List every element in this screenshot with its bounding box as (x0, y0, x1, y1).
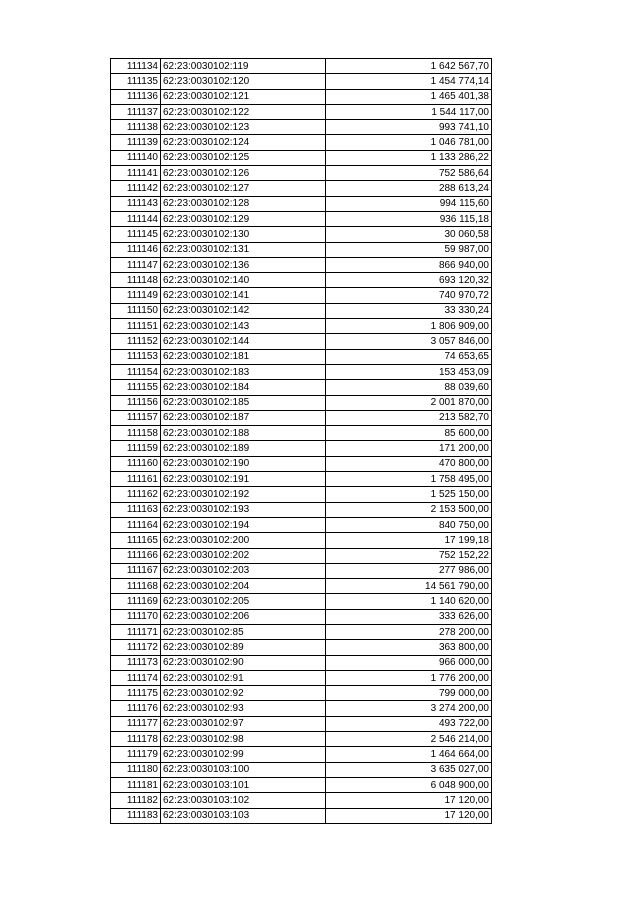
cadastral-number-cell: 62:23:0030102:98 (161, 732, 326, 747)
row-number-cell: 111140 (111, 150, 161, 165)
row-number-cell: 111155 (111, 380, 161, 395)
cadastral-number-cell: 62:23:0030102:184 (161, 380, 326, 395)
table-row (111, 777, 492, 792)
value-cell: 994 115,60 (326, 196, 492, 211)
row-number-cell: 111145 (111, 227, 161, 242)
row-number-cell: 111176 (111, 701, 161, 716)
row-number-cell: 111180 (111, 762, 161, 777)
value-cell: 693 120,32 (326, 273, 492, 288)
table-row (111, 686, 492, 701)
value-cell: 30 060,58 (326, 227, 492, 242)
table-row (111, 135, 492, 150)
value-cell: 1 642 567,70 (326, 59, 492, 74)
cadastral-number-cell: 62:23:0030102:185 (161, 395, 326, 410)
value-cell: 840 750,00 (326, 517, 492, 532)
value-cell: 493 722,00 (326, 716, 492, 731)
table-row (111, 59, 492, 74)
value-cell: 14 561 790,00 (326, 579, 492, 594)
table-row (111, 303, 492, 318)
table-row (111, 166, 492, 181)
table-row (111, 487, 492, 502)
table-row (111, 793, 492, 808)
value-cell: 88 039,60 (326, 380, 492, 395)
value-cell: 17 120,00 (326, 808, 492, 823)
value-cell: 936 115,18 (326, 211, 492, 226)
table-row (111, 273, 492, 288)
value-cell: 288 613,24 (326, 181, 492, 196)
cadastral-number-cell: 62:23:0030102:205 (161, 594, 326, 609)
value-cell: 3 274 200,00 (326, 701, 492, 716)
cadastral-number-cell: 62:23:0030102:121 (161, 89, 326, 104)
cadastral-number-cell: 62:23:0030102:181 (161, 349, 326, 364)
table-row (111, 334, 492, 349)
value-cell: 752 586,64 (326, 166, 492, 181)
row-number-cell: 111147 (111, 257, 161, 272)
value-cell: 74 653,65 (326, 349, 492, 364)
value-cell: 1 806 909,00 (326, 319, 492, 334)
cadastral-number-cell: 62:23:0030102:125 (161, 150, 326, 165)
table-row (111, 211, 492, 226)
row-number-cell: 111156 (111, 395, 161, 410)
row-number-cell: 111142 (111, 181, 161, 196)
row-number-cell: 111149 (111, 288, 161, 303)
table-row (111, 609, 492, 624)
cadastral-number-cell: 62:23:0030102:190 (161, 456, 326, 471)
cadastral-number-cell: 62:23:0030102:141 (161, 288, 326, 303)
row-number-cell: 111138 (111, 120, 161, 135)
cadastral-number-cell: 62:23:0030102:130 (161, 227, 326, 242)
row-number-cell: 111146 (111, 242, 161, 257)
document-page (110, 58, 491, 824)
table-row (111, 349, 492, 364)
value-cell: 1 454 774,14 (326, 74, 492, 89)
cadastral-number-cell: 62:23:0030102:143 (161, 319, 326, 334)
cadastral-number-cell: 62:23:0030102:183 (161, 364, 326, 379)
cadastral-number-cell: 62:23:0030102:126 (161, 166, 326, 181)
table-row (111, 533, 492, 548)
cadastral-number-cell: 62:23:0030102:188 (161, 426, 326, 441)
row-number-cell: 111159 (111, 441, 161, 456)
table-row (111, 472, 492, 487)
row-number-cell: 111183 (111, 808, 161, 823)
value-cell: 993 741,10 (326, 120, 492, 135)
cadastral-number-cell: 62:23:0030102:144 (161, 334, 326, 349)
value-cell: 1 133 286,22 (326, 150, 492, 165)
row-number-cell: 111153 (111, 349, 161, 364)
table-row (111, 655, 492, 670)
cadastral-number-cell: 62:23:0030102:89 (161, 640, 326, 655)
table-row (111, 640, 492, 655)
row-number-cell: 111160 (111, 456, 161, 471)
cadastral-number-cell: 62:23:0030102:85 (161, 624, 326, 639)
cadastral-number-cell: 62:23:0030102:131 (161, 242, 326, 257)
table-row (111, 227, 492, 242)
table-row (111, 395, 492, 410)
table-row (111, 181, 492, 196)
table-row (111, 319, 492, 334)
row-number-cell: 111169 (111, 594, 161, 609)
row-number-cell: 111161 (111, 472, 161, 487)
row-number-cell: 111174 (111, 670, 161, 685)
table-row (111, 380, 492, 395)
cadastral-number-cell: 62:23:0030102:91 (161, 670, 326, 685)
row-number-cell: 111166 (111, 548, 161, 563)
cadastral-number-cell: 62:23:0030102:127 (161, 181, 326, 196)
cadastral-number-cell: 62:23:0030102:200 (161, 533, 326, 548)
table-row (111, 579, 492, 594)
value-cell: 866 940,00 (326, 257, 492, 272)
cadastral-number-cell: 62:23:0030102:129 (161, 211, 326, 226)
value-cell: 17 199,18 (326, 533, 492, 548)
table-row (111, 150, 492, 165)
row-number-cell: 111171 (111, 624, 161, 639)
cadastral-number-cell: 62:23:0030102:204 (161, 579, 326, 594)
value-cell: 1 465 401,38 (326, 89, 492, 104)
row-number-cell: 111135 (111, 74, 161, 89)
table-row (111, 364, 492, 379)
table-row (111, 762, 492, 777)
value-cell: 171 200,00 (326, 441, 492, 456)
cadastral-number-cell: 62:23:0030102:136 (161, 257, 326, 272)
cadastral-number-cell: 62:23:0030102:93 (161, 701, 326, 716)
row-number-cell: 111164 (111, 517, 161, 532)
row-number-cell: 111136 (111, 89, 161, 104)
value-cell: 3 635 027,00 (326, 762, 492, 777)
row-number-cell: 111177 (111, 716, 161, 731)
value-cell: 6 048 900,00 (326, 777, 492, 792)
row-number-cell: 111168 (111, 579, 161, 594)
value-cell: 799 000,00 (326, 686, 492, 701)
cadastral-number-cell: 62:23:0030102:90 (161, 655, 326, 670)
row-number-cell: 111179 (111, 747, 161, 762)
table-row (111, 196, 492, 211)
value-cell: 59 987,00 (326, 242, 492, 257)
table-row (111, 441, 492, 456)
row-number-cell: 111172 (111, 640, 161, 655)
value-cell: 2 001 870,00 (326, 395, 492, 410)
cadastral-number-cell: 62:23:0030102:194 (161, 517, 326, 532)
cadastral-number-cell: 62:23:0030102:206 (161, 609, 326, 624)
row-number-cell: 111158 (111, 426, 161, 441)
value-cell: 277 986,00 (326, 563, 492, 578)
cadastral-number-cell: 62:23:0030102:119 (161, 59, 326, 74)
cadastral-number-cell: 62:23:0030103:103 (161, 808, 326, 823)
row-number-cell: 111143 (111, 196, 161, 211)
table-row (111, 104, 492, 119)
value-cell: 740 970,72 (326, 288, 492, 303)
row-number-cell: 111182 (111, 793, 161, 808)
cadastral-number-cell: 62:23:0030102:92 (161, 686, 326, 701)
value-cell: 1 544 117,00 (326, 104, 492, 119)
row-number-cell: 111148 (111, 273, 161, 288)
table-row (111, 426, 492, 441)
table-row (111, 74, 492, 89)
cadastral-number-cell: 62:23:0030102:128 (161, 196, 326, 211)
row-number-cell: 111165 (111, 533, 161, 548)
row-number-cell: 111137 (111, 104, 161, 119)
value-cell: 363 800,00 (326, 640, 492, 655)
value-cell: 153 453,09 (326, 364, 492, 379)
cadastral-number-cell: 62:23:0030102:189 (161, 441, 326, 456)
value-cell: 1 525 150,00 (326, 487, 492, 502)
row-number-cell: 111167 (111, 563, 161, 578)
table-body (111, 59, 492, 824)
table-row (111, 242, 492, 257)
cadastral-number-cell: 62:23:0030102:192 (161, 487, 326, 502)
cadastral-number-cell: 62:23:0030102:193 (161, 502, 326, 517)
row-number-cell: 111151 (111, 319, 161, 334)
value-cell: 1 464 664,00 (326, 747, 492, 762)
value-cell: 470 800,00 (326, 456, 492, 471)
table-row (111, 502, 492, 517)
table-row (111, 257, 492, 272)
table-row (111, 89, 492, 104)
cadastral-number-cell: 62:23:0030102:187 (161, 410, 326, 425)
row-number-cell: 111144 (111, 211, 161, 226)
cadastral-number-cell: 62:23:0030102:142 (161, 303, 326, 318)
row-number-cell: 111154 (111, 364, 161, 379)
value-cell: 3 057 846,00 (326, 334, 492, 349)
cadastral-number-cell: 62:23:0030102:202 (161, 548, 326, 563)
cadastral-number-cell: 62:23:0030103:102 (161, 793, 326, 808)
row-number-cell: 111163 (111, 502, 161, 517)
value-cell: 1 046 781,00 (326, 135, 492, 150)
value-cell: 278 200,00 (326, 624, 492, 639)
row-number-cell: 111175 (111, 686, 161, 701)
cadastral-number-cell: 62:23:0030102:203 (161, 563, 326, 578)
table-row (111, 624, 492, 639)
table-row (111, 701, 492, 716)
value-cell: 85 600,00 (326, 426, 492, 441)
value-cell: 966 000,00 (326, 655, 492, 670)
cadastral-number-cell: 62:23:0030102:124 (161, 135, 326, 150)
row-number-cell: 111139 (111, 135, 161, 150)
cadastral-number-cell: 62:23:0030103:101 (161, 777, 326, 792)
value-cell: 1 776 200,00 (326, 670, 492, 685)
value-cell: 17 120,00 (326, 793, 492, 808)
table-row (111, 716, 492, 731)
row-number-cell: 111170 (111, 609, 161, 624)
table-row (111, 563, 492, 578)
value-cell: 33 330,24 (326, 303, 492, 318)
cadastral-number-cell: 62:23:0030102:122 (161, 104, 326, 119)
value-cell: 2 153 500,00 (326, 502, 492, 517)
value-cell: 2 546 214,00 (326, 732, 492, 747)
row-number-cell: 111152 (111, 334, 161, 349)
value-cell: 1 140 620,00 (326, 594, 492, 609)
cadastral-number-cell: 62:23:0030102:120 (161, 74, 326, 89)
cadastral-value-table (110, 58, 492, 824)
row-number-cell: 111134 (111, 59, 161, 74)
cadastral-number-cell: 62:23:0030102:140 (161, 273, 326, 288)
table-row (111, 747, 492, 762)
table-row (111, 548, 492, 563)
value-cell: 213 582,70 (326, 410, 492, 425)
row-number-cell: 111157 (111, 410, 161, 425)
table-row (111, 456, 492, 471)
value-cell: 752 152,22 (326, 548, 492, 563)
row-number-cell: 111150 (111, 303, 161, 318)
cadastral-number-cell: 62:23:0030102:123 (161, 120, 326, 135)
row-number-cell: 111141 (111, 166, 161, 181)
row-number-cell: 111178 (111, 732, 161, 747)
table-row (111, 670, 492, 685)
table-row (111, 410, 492, 425)
row-number-cell: 111173 (111, 655, 161, 670)
value-cell: 333 626,00 (326, 609, 492, 624)
row-number-cell: 111181 (111, 777, 161, 792)
table-row (111, 732, 492, 747)
table-row (111, 808, 492, 823)
cadastral-number-cell: 62:23:0030102:97 (161, 716, 326, 731)
value-cell: 1 758 495,00 (326, 472, 492, 487)
table-row (111, 517, 492, 532)
row-number-cell: 111162 (111, 487, 161, 502)
table-row (111, 288, 492, 303)
cadastral-number-cell: 62:23:0030102:99 (161, 747, 326, 762)
table-row (111, 594, 492, 609)
table-row (111, 120, 492, 135)
cadastral-number-cell: 62:23:0030102:191 (161, 472, 326, 487)
cadastral-number-cell: 62:23:0030103:100 (161, 762, 326, 777)
